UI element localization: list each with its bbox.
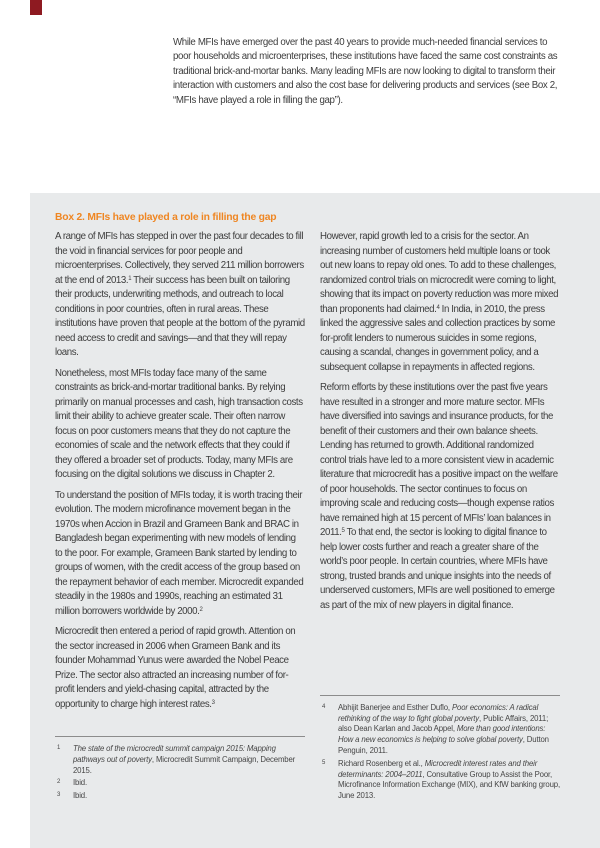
page-corner-marker [30, 0, 42, 15]
intro-paragraph: While MFIs have emerged over the past 40 years to provide much-needed financial services to poor households and microenterprises, these institutions have faced the same cost constraints as traditional brick-and-mortar banks. Many leading MFIs are now looking to digital to transform their interaction with customers and also the cost base for delivering products and services (see Box 2, “MFIs have played a role in filling the gap”). [173, 37, 558, 106]
box-title: Box 2. MFIs have played a role in filling the gap [55, 212, 277, 223]
box-paragraph-1: A range of MFIs has stepped in over the past four decades to fill the void in financial services for poor people and microenterprises. Collectively, they served 211 million borrowers at the end of 2013.$^1$ Their success has been built on tailoring their products, underwriting methods, and outreach to local conditions in poor countries, often in rural areas. These institutions have proven that people at the bottom of the pyramid need access to credit and savings—and that they will repay loans. [55, 231, 305, 358]
box-paragraph-2: Nonetheless, most MFIs today face many of the same constraints as brick-and-mortar traditional banks. By relying primarily on manual processes and cash, high transaction costs limit their ability to achieve greater scale. Their often narrow focus on poor customers means that they do not capture the economies of scale and the network effects that they could if they offered a broader set of products. Today, many MFIs are focusing on the digital solutions we discuss in Chapter 2. [55, 367, 303, 480]
box-left-column [55, 211, 305, 804]
box-2-panel [30, 193, 600, 848]
footnote-section-right [320, 695, 560, 804]
box-right-column [320, 211, 560, 804]
footnote-3 [55, 791, 305, 802]
box-paragraph-5: However, rapid growth led to a crisis for the sector. An increasing number of customers held multiple loans or took out new loans to repay old ones. To add to these challenges, randomized control trials on microcredit were coming to light, showing that its impact on poverty reduction was more mixed than proponents had claimed.$^4$ In India, in 2010, the press linked the aggressive sales and collection practices by some for-profit lenders to numerous suicides in some regions, causing a scandal, changes in government policy, and a subsequent collapse in repayments in affected regions. [320, 231, 559, 373]
footnote-2 [55, 778, 305, 789]
footnote-marker: 1 [57, 745, 61, 752]
footnote-text: Richard Rosenberg et al., Microcredit interest rates and their determinants: 2004–2011, Consultative Group to Assist the Poor, Microfinance Information Exchange (MIX), and KfW banking group, June 2013. [338, 758, 560, 801]
box-paragraph-4: Microcredit then entered a period of rapid growth. Attention on the sector increased in 2006 when Grameen Bank and its founder Mohammad Yunus were awarded the Nobel Peace Prize. The sector also attracted an increasing number of for-profit lenders and yield-chasing capital, attracted by the opportunity to charge high interest rates.$^3$ [55, 626, 296, 710]
box-paragraph-3: To understand the position of MFIs today, it is worth tracing their evolution. The modern microfinance movement began in the 1970s when Accion in Brazil and Grameen Bank and BRAC in Bangladesh began experimenting with new models of lending to the poor. For example, Grameen Bank started by lending to groups of women, with the credit access of the group based on the repayment behavior of each member. Microcredit expanded steadily in the 1980s and 1990s, reaching an estimated 31 million borrowers worldwide by 2000.$^2$ [55, 489, 304, 617]
footnote-marker: 5 [322, 759, 326, 766]
footnote-marker: 4 [322, 703, 326, 710]
footnote-text: Abhijit Banerjee and Esther Duflo, Poor economics: A radical rethinking of the way to fight global poverty, Public Affairs, 2011; also Dean Karlan and Jacob Appel, More than good intentions: How a new economics is helping to solve global poverty, Dutton Penguin, 2011. [338, 702, 549, 756]
footnote-text: The state of the microcredit summit campaign 2015: Mapping pathways out of poverty, Microcredit Summit Campaign, December 2015. [73, 744, 296, 775]
footnote-marker: 3 [57, 792, 61, 799]
box-paragraph-6: Reform efforts by these institutions over the past five years have resulted in a stronger and more mature sector. MFIs have diversified into savings and insurance products, for the benefit of their customers and their own balance sheets. Lending has returned to growth. Additional randomized control trials have led to a more consistent view in academic literature that microcredit has a positive impact on the welfare of poor households. The sector continues to focus on improving scale and reducing costs—though expense ratios have remained high at 15 percent of MFIs’ loan balances in 2011.$^5$ To that end, the sector is looking to digital finance to help lower costs further and reach a greater share of the world’s poor people. In certain countries, where MFIs have strong, trusted brands and unique insights into the needs of underserved customers, MFIs are well positioned to emerge as part of the mix of new players in digital finance. [320, 382, 558, 611]
footnote-1 [55, 744, 305, 776]
footnote-4 [320, 703, 560, 757]
footnote-marker: 2 [57, 779, 61, 786]
footnote-text: Ibid. [73, 778, 87, 788]
footnote-5 [320, 759, 560, 802]
footnote-section-left [55, 736, 305, 804]
footnote-text: Ibid. [73, 791, 87, 801]
